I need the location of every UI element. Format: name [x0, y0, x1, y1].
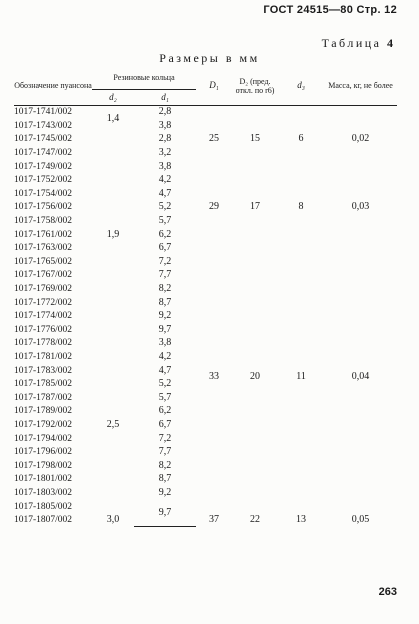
page-header	[263, 4, 397, 16]
punch-designation: 1017-1783/002	[14, 365, 73, 376]
ring-d1-value: 9,7	[134, 500, 196, 527]
table-row	[14, 173, 397, 187]
ring-d1-value: 8,7	[158, 473, 172, 485]
punch-designation: 1017-1787/002	[14, 392, 73, 403]
group-mass-value: 0,04	[351, 371, 370, 383]
punch-designation: 1017-1803/002	[14, 487, 73, 498]
group-mass-value: 0,02	[351, 133, 370, 145]
ring-d1-value: 6,2	[158, 405, 172, 417]
table-row	[14, 513, 397, 527]
ring-d1-value: 8,2	[158, 283, 172, 295]
col-rings: Резиновые кольца	[92, 67, 196, 89]
group-d2-value: 17	[250, 201, 261, 213]
ring-d1-value: 7,7	[158, 269, 172, 281]
group-mass-value: 0,03	[351, 201, 370, 213]
ring-d1-value: 4,2	[158, 350, 172, 362]
punch-designation: 1017-1769/002	[14, 284, 73, 295]
ring-d1-value: 7,2	[158, 255, 172, 267]
col-mass: Масса, кг, не более	[324, 67, 397, 105]
ring-d1-value: 7,2	[158, 432, 172, 444]
ring-d1-value: 7,7	[158, 446, 172, 458]
ring-d1-value: 6,2	[158, 228, 172, 240]
group-d1-value: 37	[209, 514, 220, 526]
ring-d1-value: 2,8	[158, 133, 172, 145]
punch-designation: 1017-1798/002	[14, 460, 73, 471]
page-number: 263	[378, 586, 397, 598]
punch-designation: 1017-1794/002	[14, 433, 73, 444]
group-d1-value: 29	[209, 201, 220, 213]
punch-designation: 1017-1754/002	[14, 188, 73, 199]
units-caption: Размеры в мм	[159, 51, 260, 65]
group-mass-value: 0,05	[351, 514, 370, 526]
ring-d2-value: 1,4	[106, 113, 120, 125]
group-d1-value: 33	[209, 371, 220, 383]
punch-designation: 1017-1761/002	[14, 229, 73, 240]
col-d3-label: d₃	[297, 80, 305, 91]
table-row	[14, 241, 397, 255]
ring-d1-value: 9,2	[158, 310, 172, 322]
punch-designation: 1017-1781/002	[14, 351, 73, 362]
punch-designation: 1017-1752/002	[14, 175, 73, 186]
punch-designation: 1017-1756/002	[14, 202, 73, 213]
col-d1	[134, 89, 196, 105]
group-d3-value: 8	[298, 201, 304, 213]
sizes-table	[14, 67, 397, 527]
ring-d1-value: 6,7	[158, 418, 172, 430]
ring-d1-value: 5,2	[158, 378, 172, 390]
punch-designation: 1017-1767/002	[14, 270, 73, 281]
group-d2-value: 20	[250, 371, 261, 383]
punch-designation: 1017-1741/002	[14, 107, 73, 118]
col-d2	[92, 89, 134, 105]
punch-designation: 1017-1763/002	[14, 243, 73, 254]
page-label: Стр. 12	[356, 4, 397, 16]
col-d2-label: d₂	[109, 91, 117, 102]
group-d2-value: 22	[250, 514, 261, 526]
col-D1-label: D₁	[209, 80, 219, 91]
col-D1	[196, 67, 232, 105]
punch-designation: 1017-1785/002	[14, 379, 73, 390]
col-D2: D₂ (пред. откл. по r6)	[232, 67, 278, 105]
table-row	[14, 105, 397, 119]
punch-designation: 1017-1749/002	[14, 161, 73, 172]
ring-d1-value: 8,2	[158, 459, 172, 471]
col-d3	[278, 67, 324, 105]
ring-d1-value: 3,2	[158, 147, 172, 159]
group-d2-value: 15	[250, 133, 261, 145]
punch-designation: 1017-1778/002	[14, 338, 73, 349]
ring-d1-value: 4,7	[158, 187, 172, 199]
punch-designation: 1017-1772/002	[14, 297, 73, 308]
ring-d2-value: 2,5	[106, 418, 120, 430]
ring-d1-value: 3,8	[158, 160, 172, 172]
punch-designation: 1017-1801/002	[14, 474, 73, 485]
table-caption-number: 4	[387, 36, 393, 50]
ring-d1-value: 4,2	[158, 174, 172, 186]
table-caption	[322, 36, 393, 51]
ring-d1-value: 5,7	[158, 215, 172, 227]
ring-d1-value: 3,8	[158, 119, 172, 131]
punch-designation: 1017-1758/002	[14, 216, 73, 227]
col-designation: Обозначение пуансона	[14, 67, 92, 105]
group-d3-value: 6	[298, 133, 304, 145]
punch-designation: 1017-1747/002	[14, 148, 73, 159]
ring-d1-value: 5,7	[158, 391, 172, 403]
ring-d1-value: 8,7	[158, 296, 172, 308]
ring-d1-value: 3,8	[158, 337, 172, 349]
punch-designation: 1017-1765/002	[14, 256, 73, 267]
ring-d1-value: 5,2	[158, 201, 172, 213]
punch-designation: 1017-1789/002	[14, 406, 73, 417]
standard-code: ГОСТ 24515—80	[263, 4, 354, 16]
punch-designation: 1017-1776/002	[14, 324, 73, 335]
punch-designation: 1017-1774/002	[14, 311, 73, 322]
punch-designation: 1017-1807/002	[14, 515, 73, 526]
table-caption-word: Таблица	[321, 36, 382, 50]
punch-designation: 1017-1792/002	[14, 419, 73, 430]
group-d1-value: 25	[209, 133, 220, 145]
ring-d2-value: 1,9	[106, 228, 120, 240]
col-d1-label: d₁	[161, 91, 169, 102]
punch-designation: 1017-1796/002	[14, 447, 73, 458]
group-d3-value: 13	[296, 514, 307, 526]
ring-d1-value: 4,7	[158, 364, 172, 376]
group-d3-value: 11	[296, 371, 306, 383]
ring-d2-value: 3,0	[106, 514, 120, 526]
ring-d1-value: 6,7	[158, 242, 172, 254]
punch-designation: 1017-1745/002	[14, 134, 73, 145]
ring-d1-value: 9,2	[158, 486, 172, 498]
ring-d1-value: 2,8	[158, 106, 172, 118]
punch-designation: 1017-1805/002	[14, 501, 73, 512]
ring-d1-value: 9,7	[158, 323, 172, 335]
punch-designation: 1017-1743/002	[14, 120, 73, 131]
